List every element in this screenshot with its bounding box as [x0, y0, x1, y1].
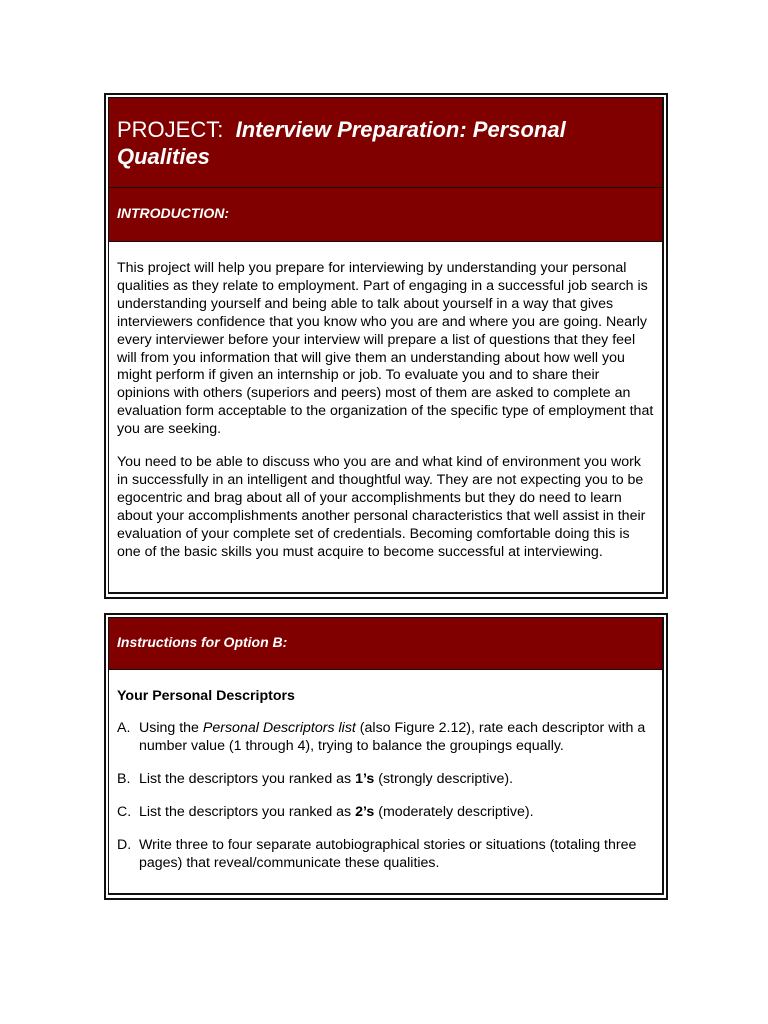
introduction-heading-bar: [109, 188, 662, 242]
list-marker: B.: [117, 770, 131, 787]
introduction-paragraph-1: This project will help you prepare for interviewing by understanding your personal qualities as they relate to employment. Part of engaging in a successful job search is understanding yourself and being able to talk about yourself in a way that gives interviewers confidence that you know who you are and where you are going. Nearly every interviewer before your interview will prepare a list of questions that they feel will from you information that will give them an understanding about how well you might perform if given an internship or job. To evaluate you and to share their opinions with others (superiors and peers) most of them are asked to complete an evaluation form acceptable to the organization of the specific type of employment that you are seeking.: [117, 260, 654, 438]
list-emphasis: 1’s: [355, 770, 375, 787]
list-emphasis: Personal Descriptors list: [202, 720, 356, 736]
list-text: Using the: [139, 720, 203, 736]
introduction-heading: INTRODUCTION:: [117, 205, 229, 221]
project-prefix: PROJECT:: [117, 117, 224, 142]
list-text: List the descriptors you ranked as: [139, 803, 356, 820]
list-text: (moderately descriptive).: [374, 803, 534, 820]
list-text: (strongly descriptive).: [374, 770, 514, 787]
list-item: [117, 771, 654, 789]
instructions-list: [117, 720, 654, 872]
list-marker: A.: [117, 720, 131, 736]
list-text: List the descriptors you ranked as: [139, 770, 356, 787]
list-marker: C.: [117, 803, 132, 820]
list-emphasis: 2’s: [355, 803, 375, 820]
instructions-heading: Instructions for Option B:: [117, 634, 288, 650]
instructions-box: [104, 613, 668, 900]
project-intro-box: [104, 93, 668, 599]
list-item: [117, 837, 654, 873]
instructions-heading-bar: [109, 618, 662, 670]
introduction-paragraph-2: You need to be able to discuss who you are and what kind of environment you work in successfully in an intelligent and thoughtful way. They are not expecting you to be egocentric and brag about all of your accomplishments but they do need to learn about your accomplishments another personal characteristics that well assist in their evaluation of your complete set of credentials. Becoming comfortable doing this is one of the basic skills you must acquire to become successful at interviewing.: [117, 454, 646, 560]
list-text: Write three to four separate autobiographical stories or situations (totaling three pages) that reveal/communicate these qualities.: [139, 836, 637, 871]
descriptors-subheading: Your Personal Descriptors: [117, 688, 295, 704]
list-item: [117, 804, 654, 822]
list-text: (also Figure 2.12), rate each descriptor with a number value (1 through 4), trying to balance the groupings equally.: [139, 720, 646, 754]
list-item: [117, 720, 654, 756]
project-title-bar: [109, 98, 662, 188]
project-title: Interview Preparation: Personal Qualities: [117, 117, 566, 169]
list-marker: D.: [117, 836, 132, 853]
instructions-body: [109, 670, 662, 872]
introduction-body: [109, 242, 662, 562]
